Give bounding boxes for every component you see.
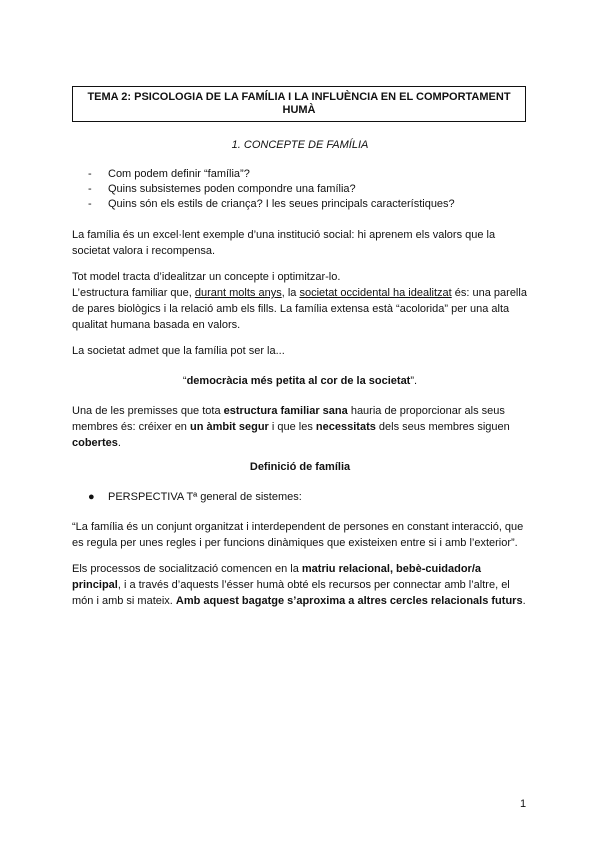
perspective-bullet xyxy=(88,491,302,503)
dash-marker: - xyxy=(88,168,92,180)
dash-marker: - xyxy=(88,183,92,195)
definition-quote: “La família és un conjunt organitzat i interdependent de persones en constant interacció, que es regula per unes regles i per funcions dinàmiques que existeixen entre si i amb l’exterior”. xyxy=(72,521,524,549)
list-item: - Com podem definir “família”? xyxy=(88,168,250,180)
paragraph-socialization: Els processos de socialització comencen en la matriu relacional, bebè-cuidador/a principal, i a través d’aquests l’ésser humà obté els recursos per connectar amb l’altre, el món i amb si mateix. Amb aquest bagatge s’aproxima a altres cercles relacionals futurs. xyxy=(72,563,526,607)
paragraph-institution: La família és un excel·lent exemple d’una institució social: hi aprenem els valors que la societat valora i recompensa. xyxy=(72,229,496,257)
paragraph-model: Tot model tracta d’idealitzar un concepte i optimitzar-lo. xyxy=(72,271,341,283)
page-number: 1 xyxy=(520,798,527,810)
bullet-text: PERSPECTIVA Tª general de sistemes: xyxy=(108,491,302,503)
paragraph-structure: L’estructura familiar que, durant molts anys, la societat occidental ha idealitzat és: una parella de pares biològics i la relació amb els fills. La família extensa està “acolorida” per una alta qualitat humana basada en valors. xyxy=(72,287,527,331)
paragraph-premises: Una de les premisses que tota estructura familiar sana hauria de proporcionar als seus membres és: créixer en un àmbit segur i que les necessitats dels seus membres siguen cobertes. xyxy=(72,405,510,449)
paragraph-society: La societat admet que la família pot ser la... xyxy=(72,345,285,357)
document-title: TEMA 2: PSICOLOGIA DE LA FAMÍLIA I LA INFLUÈNCIA EN EL COMPORTAMENT HUMÀ xyxy=(72,86,526,122)
dash-marker: - xyxy=(88,198,92,210)
definition-heading: Definició de família xyxy=(249,461,351,473)
question-list xyxy=(88,167,455,212)
bullet-icon: ● xyxy=(88,491,95,503)
list-item: - Quins són els estils de criança? I les seues principals característiques? xyxy=(88,198,455,210)
democracy-quote: “democràcia més petita al cor de la societat”. xyxy=(182,375,418,387)
section-heading: 1. CONCEPTE DE FAMÍLIA xyxy=(231,139,369,151)
list-item: - Quins subsistemes poden compondre una família? xyxy=(88,183,356,195)
